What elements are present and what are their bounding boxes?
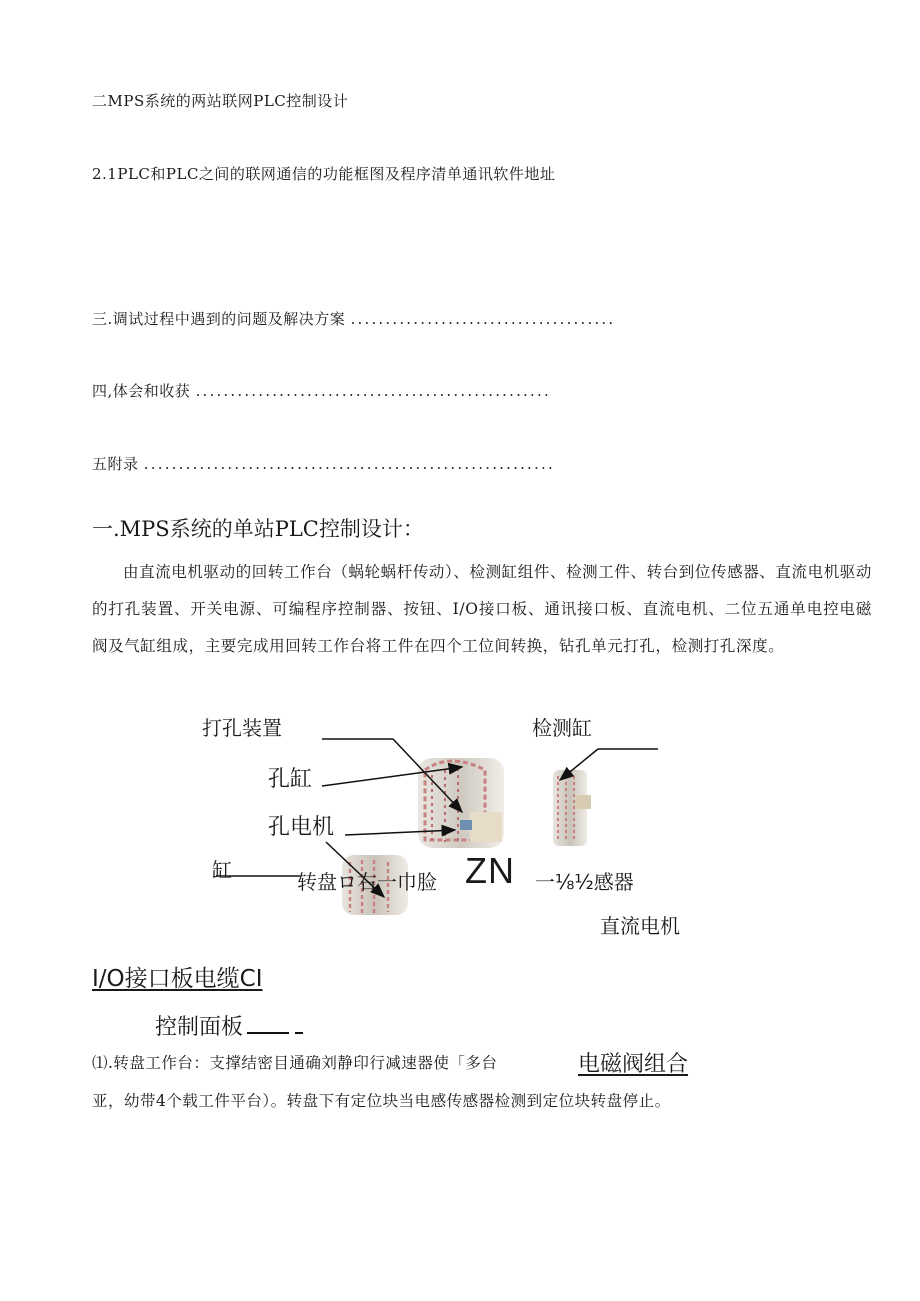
label-check-cylinder: 检测缸 (532, 716, 592, 740)
control-panel-underline-tail (295, 1032, 303, 1034)
toc-line-2-text: 2.1PLC和PLC之间的联网通信的功能框图及程序清单通讯软件地址 (92, 165, 556, 183)
label-sensor: 一⅛½感器 (535, 870, 634, 894)
label-zn: ZN (465, 850, 515, 891)
label-kong-dianji: 孔电机 (268, 815, 335, 840)
label-control-panel: 控制面板 (155, 1015, 244, 1040)
toc-line-5-text: 五附录 (92, 455, 139, 473)
label-drill-unit: 打孔装置 (202, 716, 282, 740)
label-kong-gang: 孔缸 (268, 767, 313, 792)
label-control-panel-row (155, 1010, 303, 1041)
label-gang: 缸 (212, 858, 232, 882)
label-turntable: 转盘ロ右一巾脸 (297, 870, 437, 894)
section-1-heading: 一.MPS系统的单站PLC控制设计： (92, 517, 424, 541)
item-1-line-2: 亚，幼带4个载工件平台）。转盘下有定位块当电感传感器检测到定位块转盘停止。 (92, 1092, 671, 1110)
toc-line-3-text: 三.调试过程中遇到的问题及解决方案 (92, 310, 346, 328)
control-panel-underline (247, 1032, 289, 1034)
toc-line-5-leaders: ........................................................... (143, 455, 555, 473)
toc-line-1-text: 二MPS系统的两站联网PLC控制设计 (92, 92, 349, 110)
label-dc-motor: 直流电机 (600, 914, 680, 938)
check-cylinder-photo (553, 770, 591, 846)
toc-line-4-text: 四,体会和收获 (92, 382, 191, 400)
label-valve-group: 电磁阀组合 (578, 1052, 689, 1077)
item-1-line-1: ⑴.转盘工作台：支撑结密目通确刘静印行减速器使「多台 (92, 1054, 498, 1072)
toc-line-4-leaders: ................................................... (195, 382, 551, 400)
section-1-paragraph: 由直流电机驱动的回转工作台（蜗轮蜗杆传动）、检测缸组件、检测工件、转台到位传感器、直流电机驱动的打孔装置、开关电源、可编程序控制器、按钮、I/O接口板、通讯接口板、直流电机、二位五通单电控电磁阀及气缸组成，主要完成用回转工作台将工件在四个工位间转换，钻孔单元打孔，检测打孔深度。 (92, 563, 872, 655)
toc-line-3-leaders: ...................................... (350, 310, 616, 328)
label-io-cable: I/O接口板电缆CI (92, 966, 263, 992)
